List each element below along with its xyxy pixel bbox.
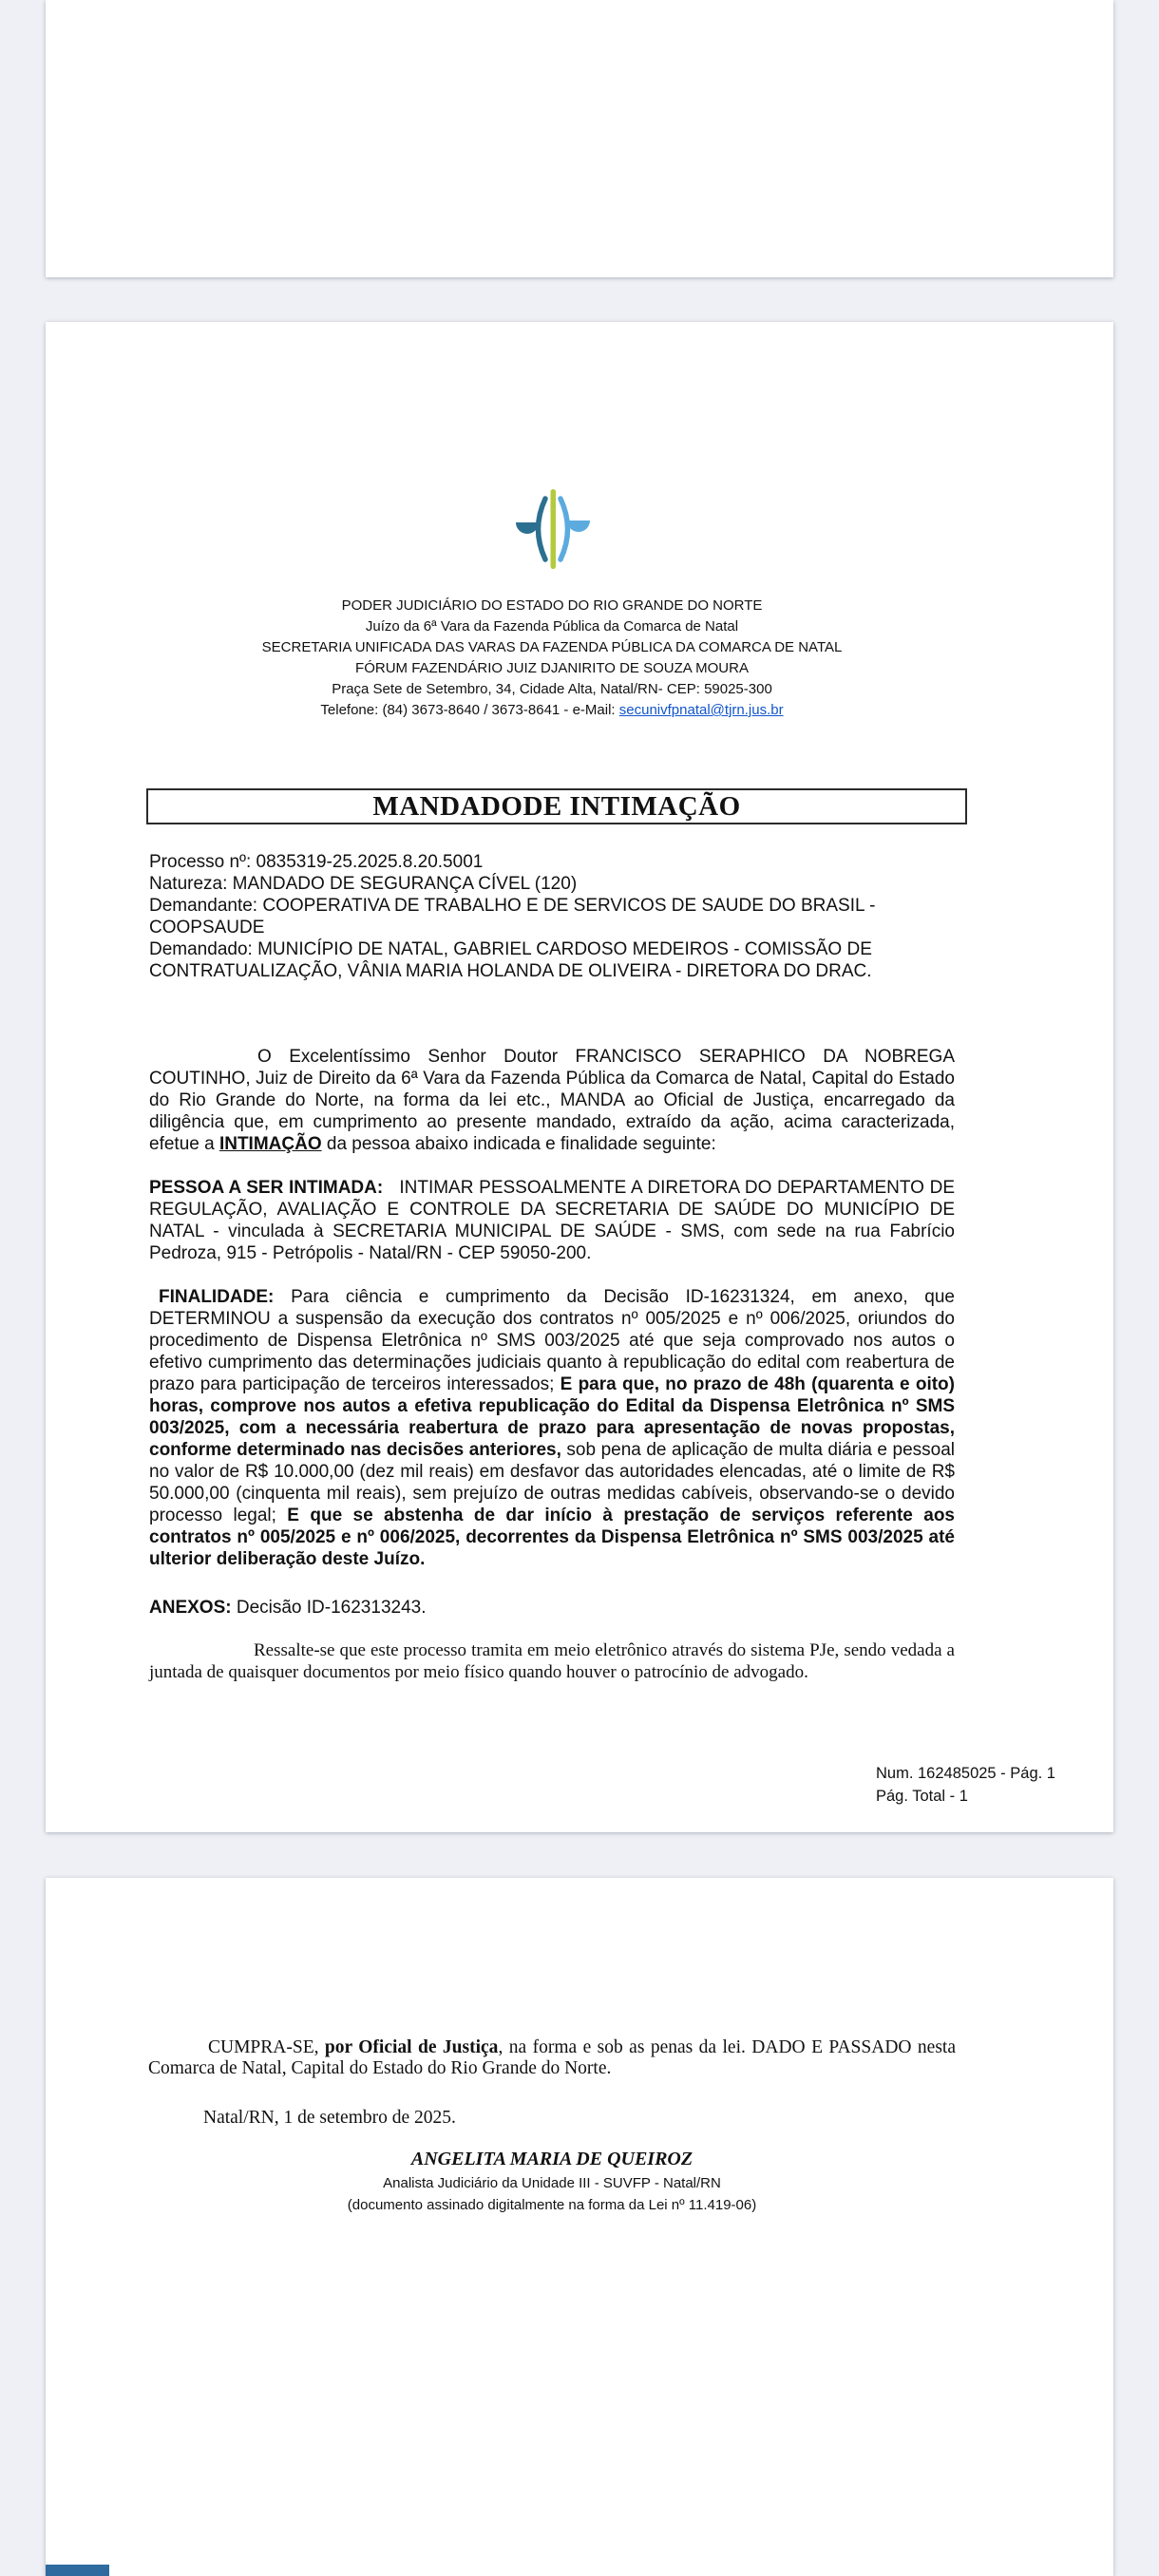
natureza-line: Natureza: MANDADO DE SEGURANÇA CÍVEL (120) xyxy=(149,874,578,894)
demandante-line: Demandante: COOPERATIVA DE TRABALHO E DE SERVICOS DE SAUDE DO BRASIL - COOPSAUDE xyxy=(149,896,876,938)
signer-name: ANGELITA MARIA DE QUEIROZ xyxy=(410,2149,694,2169)
court-header xyxy=(149,596,955,721)
signer-note: (documento assinado digitalmente na forma da Lei nº 11.419-06) xyxy=(347,2197,757,2213)
date-line: Natal/RN, 1 de setembro de 2025. xyxy=(203,2108,456,2128)
opening-text-1: O Excelentíssimo Senhor Doutor FRANCISCO SERAPHICO DA NOBREGA COUTINHO, Juiz de Direito da 6ª Vara da Fazenda Pública da Comarca de Natal, Capital do Estado do Rio Grande do Norte, na forma da lei etc., MANDA ao Oficial de Justiça, encarregado da diligência que, em cumprimento ao presente mandado, extraído da ação, acima caracterizada, efetue a xyxy=(149,1047,955,1154)
email-link[interactable]: secunivfpnatal@tjrn.jus.br xyxy=(618,702,784,718)
cumpra-paragraph xyxy=(148,2037,956,2079)
page-total-line: Pág. Total - 1 xyxy=(876,1787,968,1805)
process-info xyxy=(149,851,955,982)
pessoa-text: INTIMAR PESSOALMENTE A DIRETORA DO DEPARTAMENTO DE REGULAÇÃO, AVALIAÇÃO E CONTROLE DA SECRETARIA DE SAÚDE DO MUNICÍPIO DE NATAL - vinculada à SECRETARIA MUNICIPAL DE SAÚDE - SMS, com sede na rua Fabrício Pedroza, 915 - Petrópolis - Natal/RN - CEP 59050-200. xyxy=(149,1178,955,1263)
court-header-line-1: PODER JUDICIÁRIO DO ESTADO DO RIO GRANDE DO NORTE xyxy=(341,597,763,614)
cumpra-text-1: CUMPRA-SE, xyxy=(208,2037,325,2057)
pje-scales-icon xyxy=(516,489,592,569)
cumpra-text-2: , na forma e sob as penas da lei. DADO E PASSADO nesta Comarca de Natal, Capital do Estado do Rio Grande do Norte. xyxy=(148,2037,956,2078)
finalidade-text-1: Para ciência e cumprimento da Decisão ID-16231324, em anexo, que DETERMINOU a suspensão da execução dos contratos nº 005/2025 e nº 006/2025, oriundos do procedimento de Dispensa Eletrônica nº SMS 003/2025 até que seja comprovado nos autos o efetivo cumprimento das determinações judiciais quanto à republicação do edital com reabertura de prazo para participação de terceiros interessados; xyxy=(149,1287,955,1394)
court-header-line-3: SECRETARIA UNIFICADA DAS VARAS DA FAZENDA PÚBLICA DA COMARCA DE NATAL xyxy=(261,639,843,655)
document-title-box xyxy=(146,788,967,824)
cumpra-bold: por Oficial de Justiça xyxy=(324,2037,499,2057)
previous-page-fragment xyxy=(46,0,1113,277)
pessoa-label: PESSOA A SER INTIMADA: xyxy=(149,1178,384,1198)
pje-logo xyxy=(516,489,592,569)
finalidade-text-2: sob pena de aplicação de multa diária e pessoal no valor de R$ 10.000,00 (dez mil reais) em desfavor das autoridades elencadas, até o limite de R$ 50.000,00 (cinquenta mil reais), sem prejuízo de outras medidas cabíveis, observando-se o devido processo legal; xyxy=(149,1440,955,1525)
finalidade-bold-2: E que se abstenha de dar início à prestação de serviços referente aos contratos nº 005/2025 e nº 006/2025, decorrentes da Dispensa Eletrônica nº SMS 003/2025 até ulterior deliberação deste Juízo. xyxy=(149,1506,955,1569)
anexos-label: ANEXOS: xyxy=(149,1598,232,1618)
court-header-line-5: Praça Sete de Setembro, 34, Cidade Alta, Natal/RN- CEP: 59025-300 xyxy=(332,681,772,697)
anexos-line xyxy=(149,1597,955,1619)
intimacao-emphasis: INTIMAÇÃO xyxy=(218,1134,322,1154)
finalidade-paragraph xyxy=(149,1286,955,1570)
ressalte-paragraph: Ressalte-se que este processo tramita em meio eletrônico através do sistema PJe, sendo vedada a juntada de quaisquer documentos por meio físico quando houver o patrocínio de advogado. xyxy=(149,1640,955,1682)
document-page-2 xyxy=(46,1878,1113,2576)
document-title: MANDADODE INTIMAÇÃO xyxy=(372,790,741,822)
signer-role: Analista Judiciário da Unidade III - SUVFP - Natal/RN xyxy=(383,2175,721,2191)
opening-paragraph xyxy=(149,1046,955,1155)
court-header-contact-line xyxy=(149,700,955,721)
demandado-line: Demandado: MUNICÍPIO DE NATAL, GABRIEL CARDOSO MEDEIROS - COMISSÃO DE CONTRATUALIZAÇÃO, VÂNIA MARIA HOLANDA DE OLIVEIRA - DIRETORA DO DRAC. xyxy=(149,939,872,981)
pje-signature-stamp xyxy=(46,2565,109,2576)
processo-line: Processo nº: 0835319-25.2025.8.20.5001 xyxy=(149,852,484,872)
anexos-text: Decisão ID-162313243. xyxy=(231,1598,427,1618)
phone-label: Telefone: (84) 3673-8640 / 3673-8641 - e-Mail: xyxy=(320,702,619,718)
court-header-line-4: FÓRUM FAZENDÁRIO JUIZ DJANIRITO DE SOUZA MOURA xyxy=(355,660,749,676)
page-number-block xyxy=(876,1763,1055,1808)
opening-text-2: da pessoa abaixo indicada e finalidade seguinte: xyxy=(321,1134,716,1154)
pessoa-paragraph xyxy=(149,1177,955,1264)
finalidade-label: FINALIDADE: xyxy=(159,1287,275,1307)
court-header-line-2: Juízo da 6ª Vara da Fazenda Pública da Comarca de Natal xyxy=(365,618,739,635)
document-page-1 xyxy=(46,322,1113,1832)
finalidade-bold-1: E para que, no prazo de 48h (quarenta e oito) horas, comprove nos autos a efetiva republicação do Edital da Dispensa Eletrônica nº SMS 003/2025, com a necessária reabertura de prazo para apresentação de novas propostas, conforme determinado nas decisões anteriores, xyxy=(149,1374,955,1460)
num-page-line: Num. 162485025 - Pág. 1 xyxy=(876,1765,1055,1782)
